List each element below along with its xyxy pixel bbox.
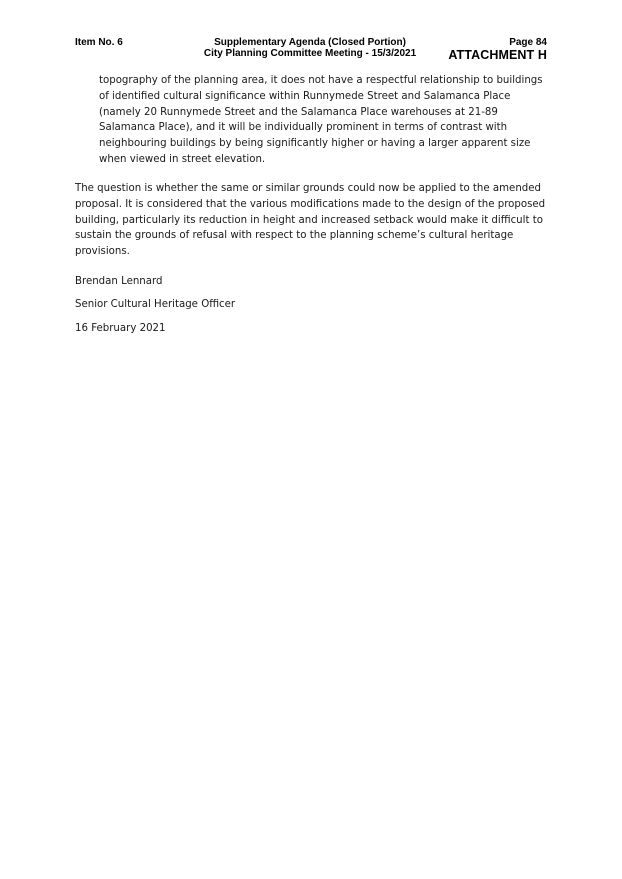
- body-paragraph-2: The question is whether the same or similar grounds could now be applied to the amended proposal. It is considered that the various modifications made to the design of the proposed building, particularly its reduction in height and increased setback would make it difficult to sustain the grounds of refusal with respect to the planning scheme’s cultural heritage provisions.: [75, 183, 546, 258]
- item-number: Item No. 6: [75, 37, 123, 48]
- signatory-name: Brendan Lennard: [75, 276, 163, 287]
- body-paragraph-1: topography of the planning area, it does not have a respectful relationship to buildings of identified cultural significance within Runnymede Street and Salamanca Place (namely 20 Runnymede Street and the Salamanca Place warehouses at 21-89 Salamanca Place), and it will be individually prominent in terms of contrast with neighbouring buildings by being significantly higher or having a larger apparent size when viewed in street elevation.: [99, 75, 543, 165]
- agenda-title: Supplementary Agenda (Closed Portion): [214, 37, 406, 48]
- agenda-header: [160, 37, 460, 59]
- attachment-label: ATTACHMENT H: [448, 48, 547, 62]
- meeting-title: City Planning Committee Meeting - 15/3/2021: [203, 48, 417, 59]
- signature-date: 16 February 2021: [75, 323, 166, 334]
- signatory-title: Senior Cultural Heritage Officer: [75, 299, 236, 310]
- page-header-right: [448, 37, 547, 62]
- page-number: Page 84: [509, 37, 547, 48]
